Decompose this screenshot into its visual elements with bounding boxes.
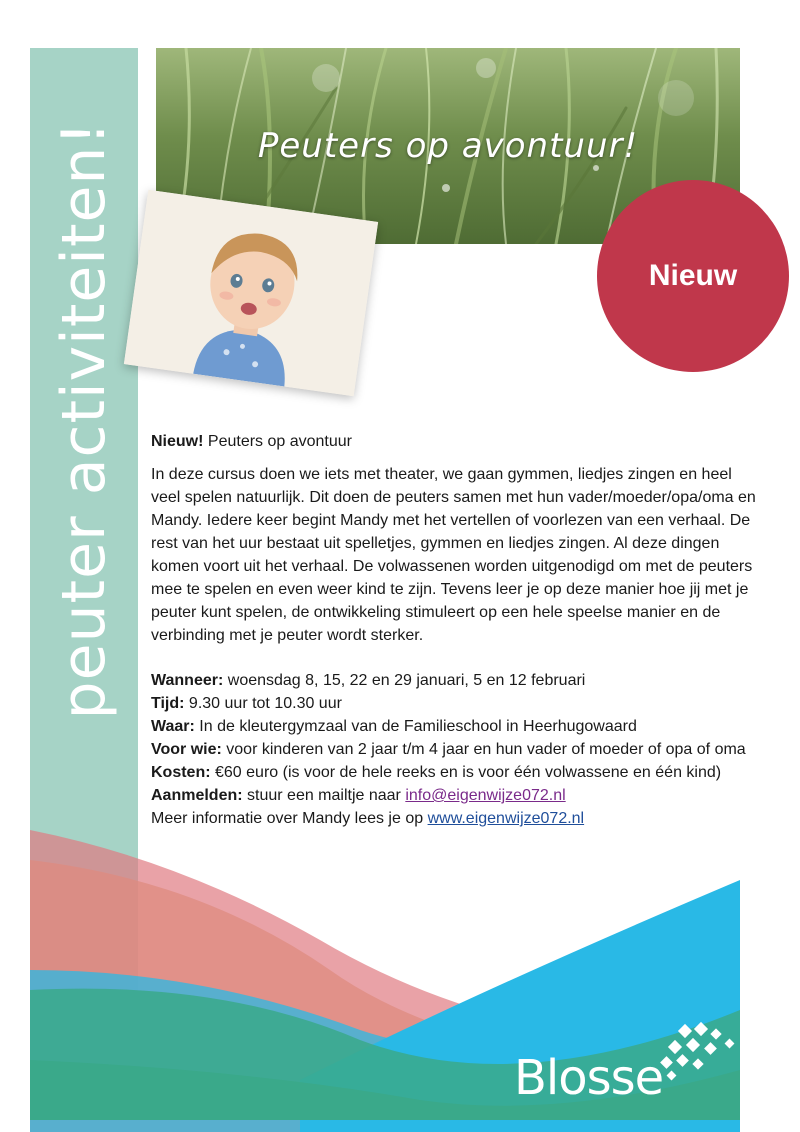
intro-paragraph: In deze cursus doen we iets met theater, we gaan gymmen, liedjes zingen en heel veel spelen natuurlijk. Dit doen de peuters samen met hun vader/moeder/opa/oma en Mandy. Iedere keer begint Mandy met het vertellen of voorlezen van een verhaal. De rest van het uur bestaat uit spelletjes, gymmen en liedjes zingen. Al deze dingen komen voort uit het verhaal. De volwassenen worden uitgenodigd om met de peuters mee te spelen en even weer kind te zijn. Tevens leer je op deze manier hoe jij met je peuter kunt spelen, de ontwikkeling stimuleert op een hele speelse manier en de verbinding met je peuter wordt sterker. [151, 466, 756, 644]
signup-label: Aanmelden: [151, 787, 243, 804]
for-label: Voor wie: [151, 741, 222, 758]
detail-when [151, 669, 763, 692]
heading-bold: Nieuw! [151, 433, 204, 450]
signup-email-link[interactable]: info@eigenwijze072.nl [405, 787, 566, 804]
toddler-illustration [124, 190, 378, 397]
content-heading [151, 430, 763, 453]
more-info-text: Meer informatie over Mandy lees je op [151, 810, 428, 827]
new-badge-label: Nieuw [648, 259, 738, 292]
main-content [151, 430, 763, 830]
heading-rest: Peuters op avontuur [203, 433, 352, 450]
blosse-logo: Blosse [514, 1050, 664, 1106]
detail-where [151, 715, 763, 738]
blosse-diamonds-icon [660, 1018, 750, 1088]
time-value: 9.30 uur tot 10.30 uur [184, 695, 342, 712]
when-value: woensdag 8, 15, 22 en 29 januari, 5 en 12 februari [223, 672, 586, 689]
when-label: Wanneer: [151, 672, 224, 689]
for-value: voor kinderen van 2 jaar t/m 4 jaar en hun vader of moeder of opa of oma [221, 741, 746, 758]
detail-signup [151, 784, 763, 807]
where-value: In de kleutergymzaal van de Familieschool in Heerhugowaard [194, 718, 637, 735]
detail-time [151, 692, 763, 715]
where-label: Waar: [151, 718, 195, 735]
hero-title: Peuters op avontuur! [257, 126, 639, 166]
website-link[interactable]: www.eigenwijze072.nl [427, 810, 585, 827]
toddler-photo [124, 190, 378, 397]
cost-label: Kosten: [151, 764, 211, 781]
vertical-title: peuter activiteiten! [49, 120, 119, 720]
signup-value: stuur een mailtje naar [242, 787, 406, 804]
time-label: Tijd: [151, 695, 185, 712]
new-badge [597, 180, 789, 372]
cost-value: €60 euro (is voor de hele reeks en is voor één volwassene en één kind) [210, 764, 722, 781]
detail-cost [151, 761, 763, 784]
details-list [151, 669, 763, 830]
detail-for [151, 738, 763, 761]
